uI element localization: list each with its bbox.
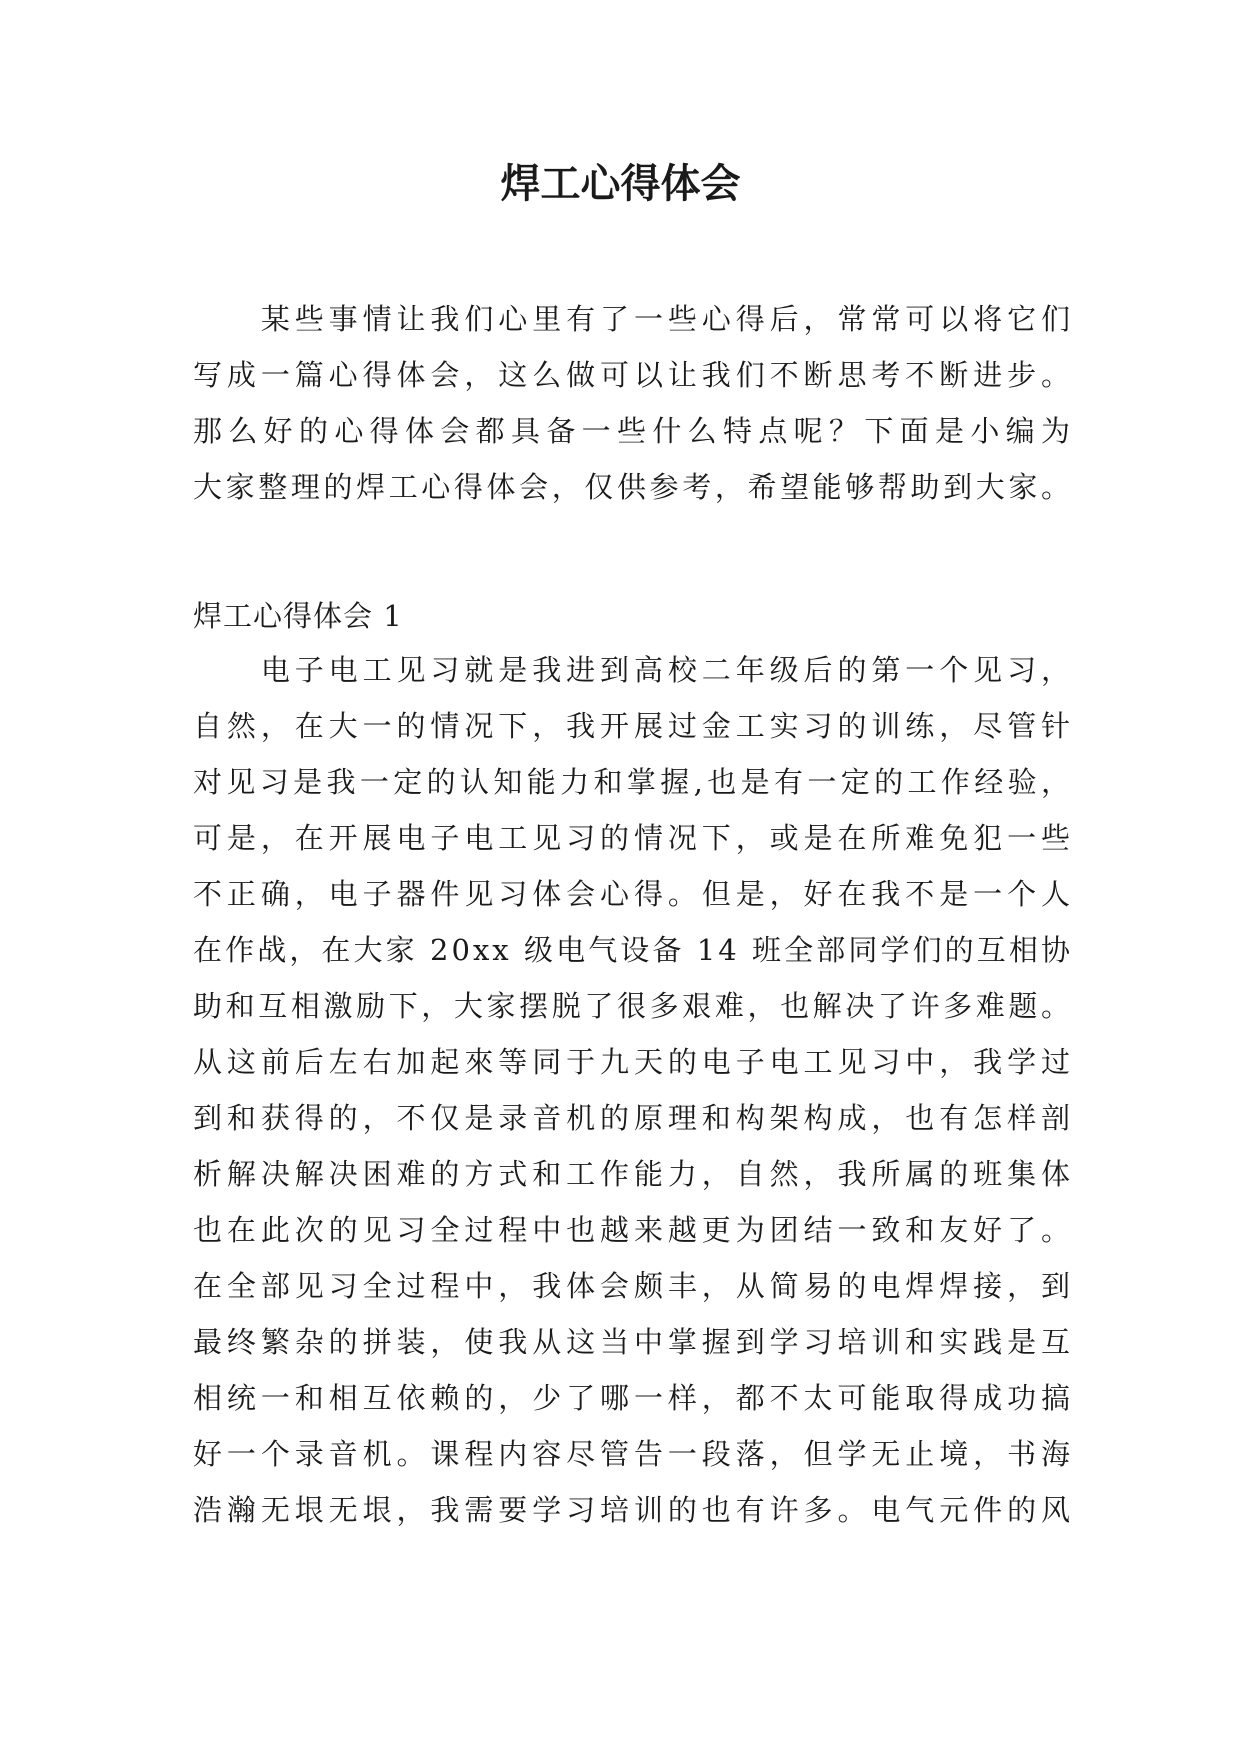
intro-paragraph xyxy=(193,291,1073,515)
paragraph-line: 好一个录音机。课程内容尽管告一段落，但学无止境，书海 xyxy=(193,1437,1073,1471)
paragraph-line: 从这前后左右加起來等同于九天的电子电工见习中，我学过 xyxy=(193,1045,1073,1079)
paragraph-line: 浩瀚无垠无垠，我需要学习培训的也有许多。电气元件的风 xyxy=(193,1493,1073,1527)
paragraph-line: 可是，在开展电子电工见习的情况下，或是在所难免犯一些 xyxy=(193,821,1073,855)
intro-line: 那么好的心得体会都具备一些什么特点呢？下面是小编为 xyxy=(193,414,1073,448)
intro-line: 大家整理的焊工心得体会，仅供参考，希望能够帮助到大家。 xyxy=(193,470,1073,504)
intro-line: 写成一篇心得体会，这么做可以让我们不断思考不断进步。 xyxy=(193,358,1073,392)
paragraph-line: 最终繁杂的拼装，使我从这当中掌握到学习培训和实践是互 xyxy=(193,1325,1073,1359)
paragraph-line: 在作战，在大家 20xx 级电气设备 14 班全部同学们的互相协 xyxy=(193,933,1073,967)
intro-line: 某些事情让我们心里有了一些心得后，常常可以将它们 xyxy=(193,302,1073,336)
paragraph-line: 不正确，电子器件见习体会心得。但是，好在我不是一个人 xyxy=(193,877,1073,911)
paragraph-line: 电子电工见习就是我进到高校二年级后的第一个见习， xyxy=(193,653,1073,687)
paragraph-line: 相统一和相互依赖的，少了哪一样，都不太可能取得成功搞 xyxy=(193,1381,1073,1415)
section-heading: 焊工心得体会 1 xyxy=(193,599,403,633)
section-1-paragraph xyxy=(193,642,1073,1538)
paragraph-line: 到和获得的，不仅是录音机的原理和构架构成，也有怎样剖 xyxy=(193,1101,1073,1135)
page-title: 焊工心得体会 xyxy=(500,160,741,207)
section-heading-wrap xyxy=(193,588,1073,644)
paragraph-line: 析解决解决困难的方式和工作能力，自然，我所属的班集体 xyxy=(193,1157,1073,1191)
paragraph-line: 助和互相激励下，大家摆脱了很多艰难，也解决了许多难题。 xyxy=(193,989,1073,1023)
paragraph-line: 对见习是我一定的认知能力和掌握,也是有一定的工作经验， xyxy=(193,765,1073,799)
paragraph-line: 也在此次的见习全过程中也越来越更为团结一致和友好了。 xyxy=(193,1213,1073,1247)
paragraph-line: 在全部见习全过程中，我体会颇丰，从简易的电焊焊接，到 xyxy=(193,1269,1073,1303)
paragraph-line: 自然，在大一的情况下，我开展过金工实习的训练，尽管针 xyxy=(193,709,1073,743)
